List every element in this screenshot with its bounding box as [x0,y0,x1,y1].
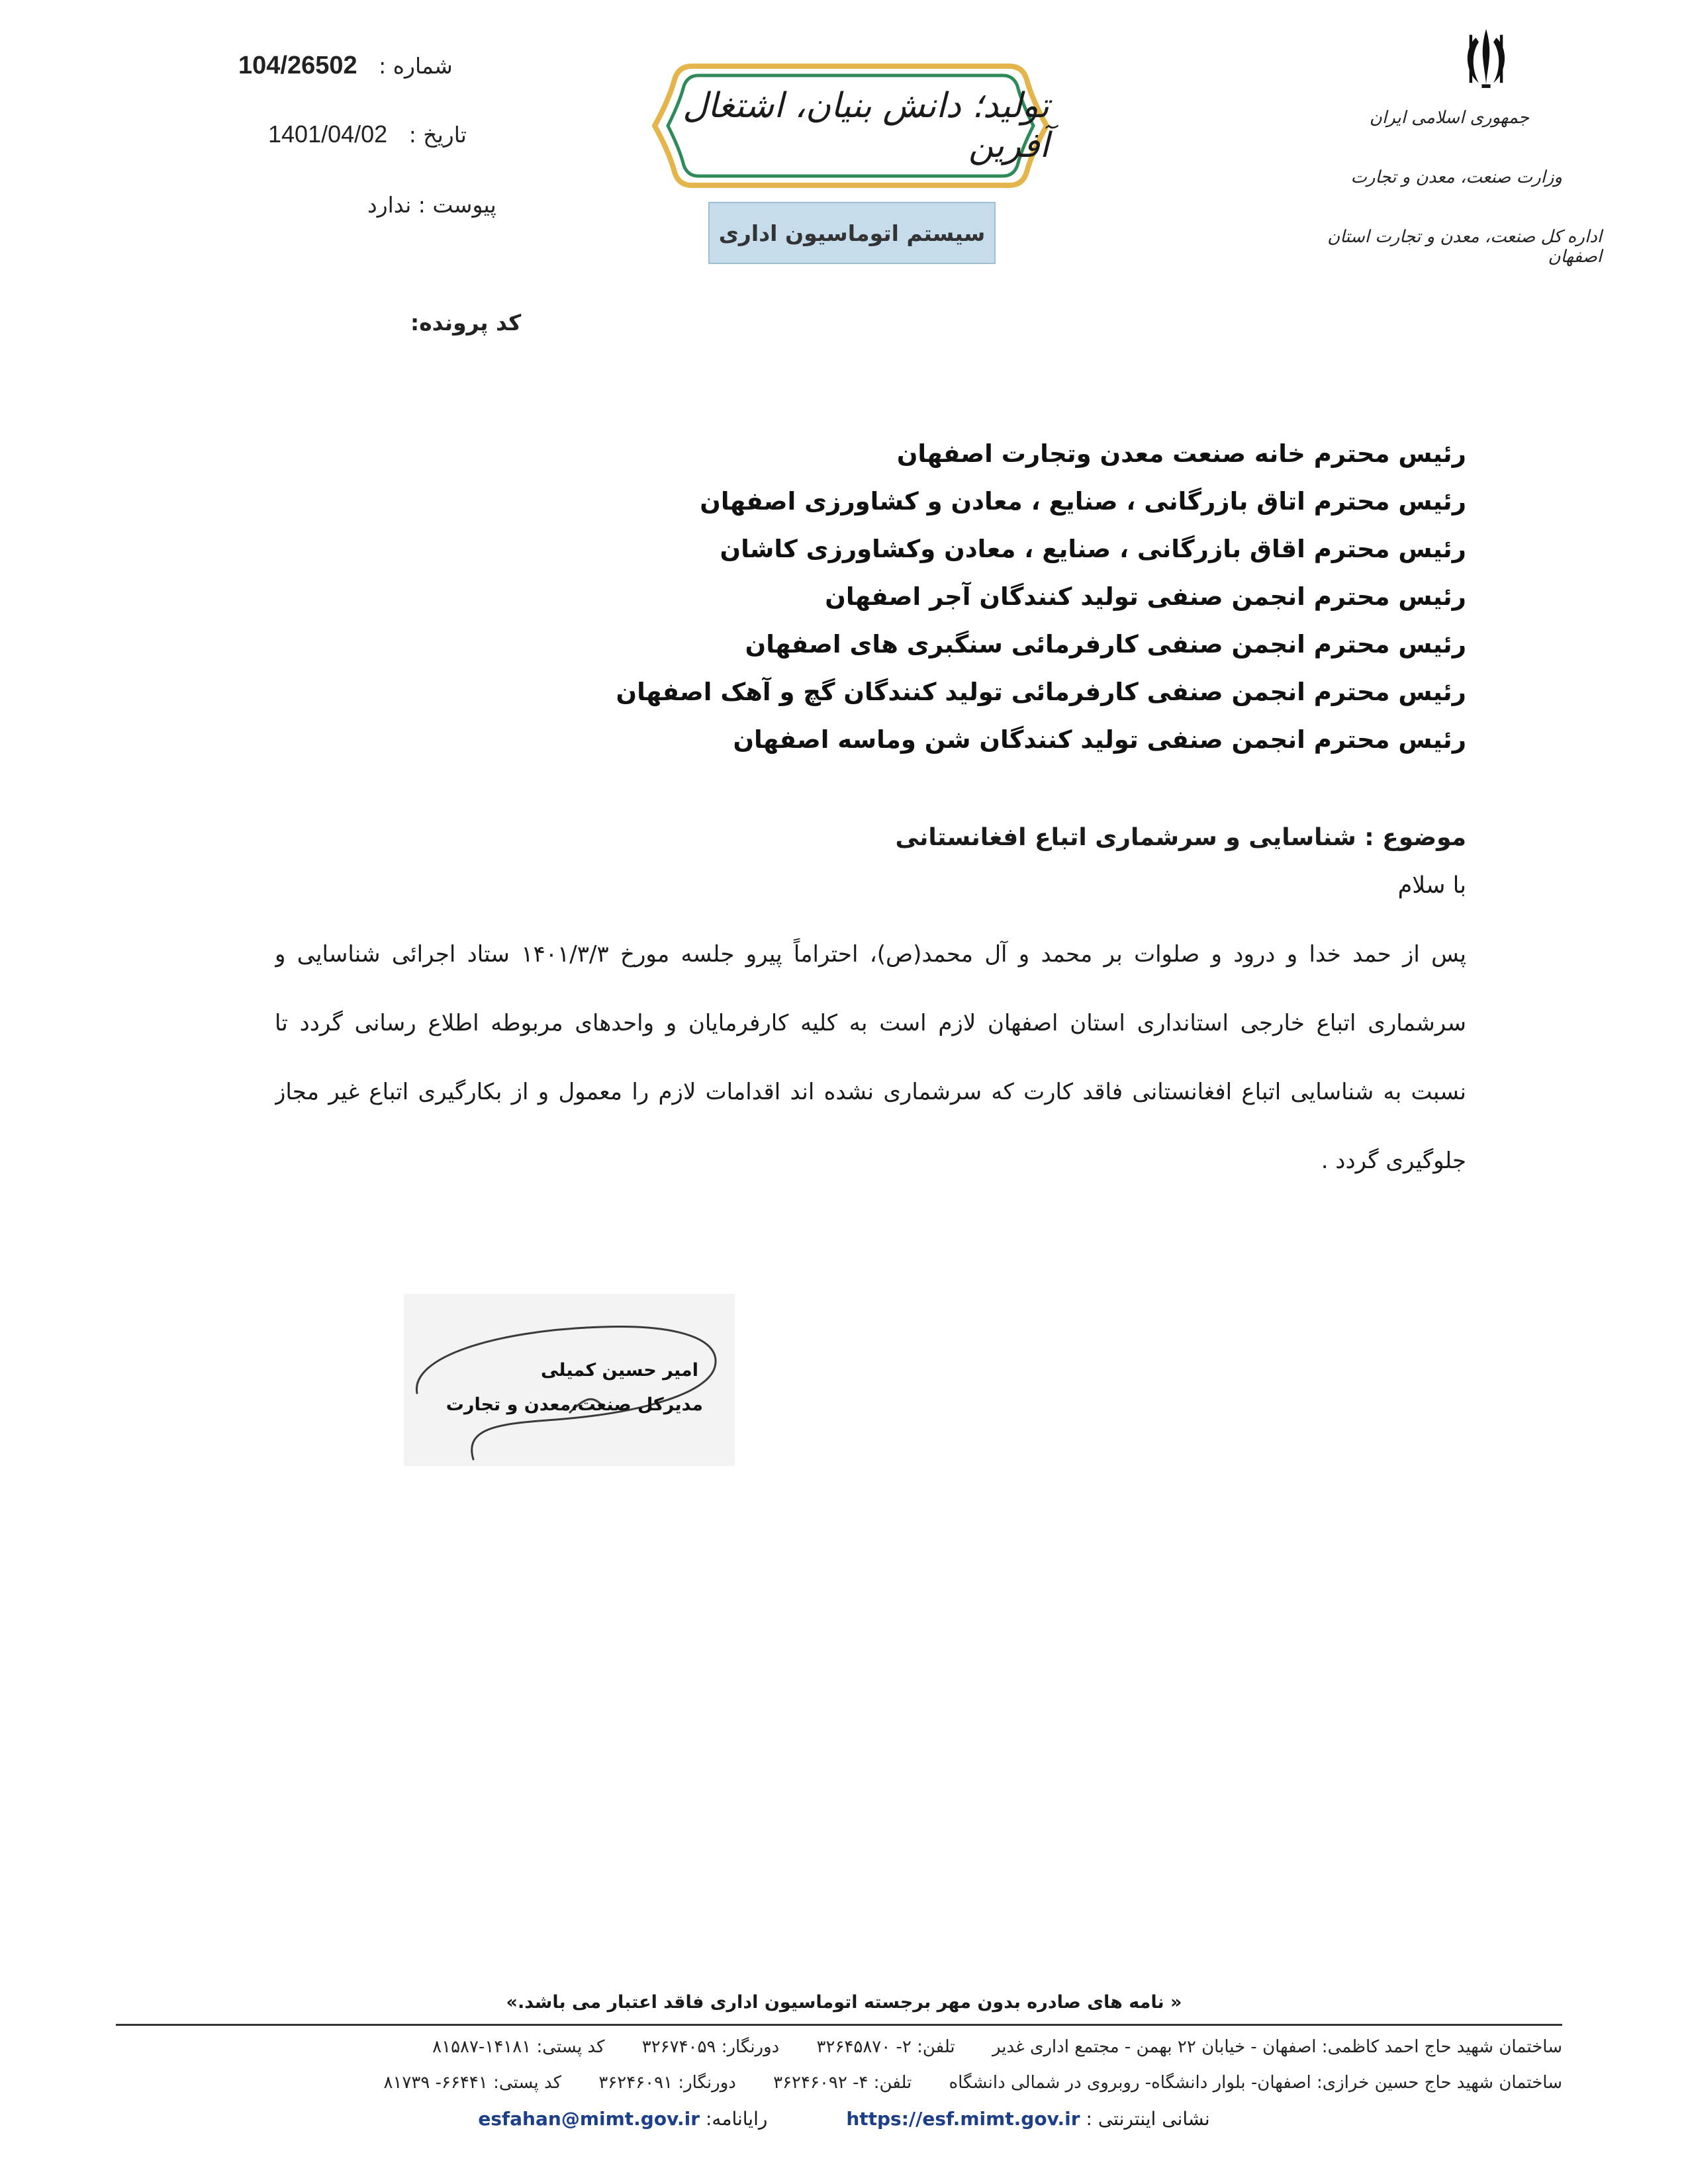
signer-title: مدیرکل صنعت،معدن و تجارت [445,1394,703,1415]
emblem-line-ministry: وزارت صنعت، معدن و تجارت [1350,167,1562,187]
footer-fax: دورنگار: ۳۲۶۷۴۰۵۹ [641,2037,780,2057]
website-link[interactable]: https://esf.mimt.gov.ir [846,2108,1080,2130]
letter-body [275,920,1466,1195]
letter-date-label: تاریخ : [408,122,467,148]
footer-address-line-1 [432,2037,1562,2057]
body-line: جلوگیری گردد . [1321,1148,1466,1174]
file-code-label: کد پرونده: [410,310,522,336]
automation-system-badge: سیستم اتوماسیون اداری [708,202,996,264]
footer-address: ساختمان شهید حاج احمد کاظمی: اصفهان - خیابان ۲۲ بهمن - مجتمع اداری غدیر [992,2037,1562,2057]
letter-number-label: شماره : [379,53,453,79]
recipient-item: رئیس محترم انجمن صنفی کارفرمائی سنگبری های اصفهان [745,630,1466,659]
email-label: رایانامه: [706,2108,768,2130]
footer-phone: تلفن: ۴- ۳۶۲۴۶۰۹۲ [773,2073,912,2093]
footer-validity-note: « نامه های صادره بدون مهر برجسته اتوماسیون اداری فاقد اعتبار می باشد.» [506,1992,1182,2013]
body-line: پس از حمد خدا و درود و صلوات بر محمد و آل محمد(ص)، احتراماً پیرو جلسه مورخ ۱۴۰۱/۳/۳ ستاد اجرائی شناسایی و [275,941,1466,968]
footer-postal-code: کد پستی: ۱۴۱۸۱-۸۱۵۸۷ [432,2037,605,2057]
emblem-line-department: اداره کل صنعت، معدن و تجارت استان اصفهان [1327,227,1602,267]
letter-date [268,120,467,148]
email-link[interactable]: esfahan@mimt.gov.ir [478,2108,700,2130]
recipient-item: رئیس محترم اتاق بازرگانی ، صنایع ، معادن و کشاورزی اصفهان [700,487,1466,516]
signer-name: امیر حسین کمیلی [540,1360,698,1381]
footer-divider [116,2024,1562,2026]
recipient-item: رئیس محترم اقاق بازرگانی ، صنایع ، معادن وکشاورزی کاشان [720,535,1466,563]
letter-date-value: 1401/04/02 [268,120,388,148]
footer-address: ساختمان شهید حاج حسین خرازی: اصفهان- بلوار دانشگاه- روبروی در شمالی دانشگاه [949,2073,1562,2093]
footer-contact-line [0,2108,1688,2130]
recipient-item: رئیس محترم انجمن صنفی تولید کنندگان آجر اصفهان [825,582,1466,611]
ministry-emblem-block [1324,23,1602,267]
footer-address-line-2 [384,2073,1563,2093]
recipient-item: رئیس محترم انجمن صنفی کارفرمائی تولید کنندگان گچ و آهک اصفهان [616,678,1466,706]
footer-phone: تلفن: ۲- ۳۲۶۴۵۸۷۰ [816,2037,955,2057]
footer-fax: دورنگار: ۳۶۲۴۶۰۹۱ [598,2073,736,2093]
recipient-item: رئیس محترم خانه صنعت معدن وتجارت اصفهان [896,439,1466,468]
letter-subject: موضوع : شناسایی و سرشماری اتباع افغانستانی [895,824,1466,851]
recipients-list [341,430,1466,764]
letter-greeting: با سلام [1397,872,1466,899]
letter-number-value: 104/26502 [238,52,357,79]
letter-number [238,52,453,80]
website-label: نشانی اینترنتی : [1086,2108,1210,2130]
emblem-line-country: جمهوری اسلامی ایران [1369,108,1529,128]
iran-emblem-icon [1450,23,1523,96]
recipient-item: رئیس محترم انجمن صنفی تولید کنندگان شن وماسه اصفهان [733,725,1466,754]
footer-postal-code: کد پستی: ۶۶۴۴۱- ۸۱۷۳۹ [383,2073,562,2093]
slogan-frame [652,60,1049,192]
body-line: سرشماری اتباع خارجی استانداری استان اصفهان لازم است به کلیه کارفرمایان و واحدهای مربوطه اطلاع رسانی گردد تا [275,1010,1466,1036]
slogan-text: تولید؛ دانش بنیان، اشتغال آفرین [682,86,1049,165]
letter-attachment: پیوست : ندارد [367,192,496,218]
signature-block [404,1294,735,1466]
body-line: نسبت به شناسایی اتباع افغانستانی فاقد کارت که سرشماری نشده اند اقدامات لازم را معمول و از بکارگیری اتباع غیر مجاز [275,1079,1466,1105]
